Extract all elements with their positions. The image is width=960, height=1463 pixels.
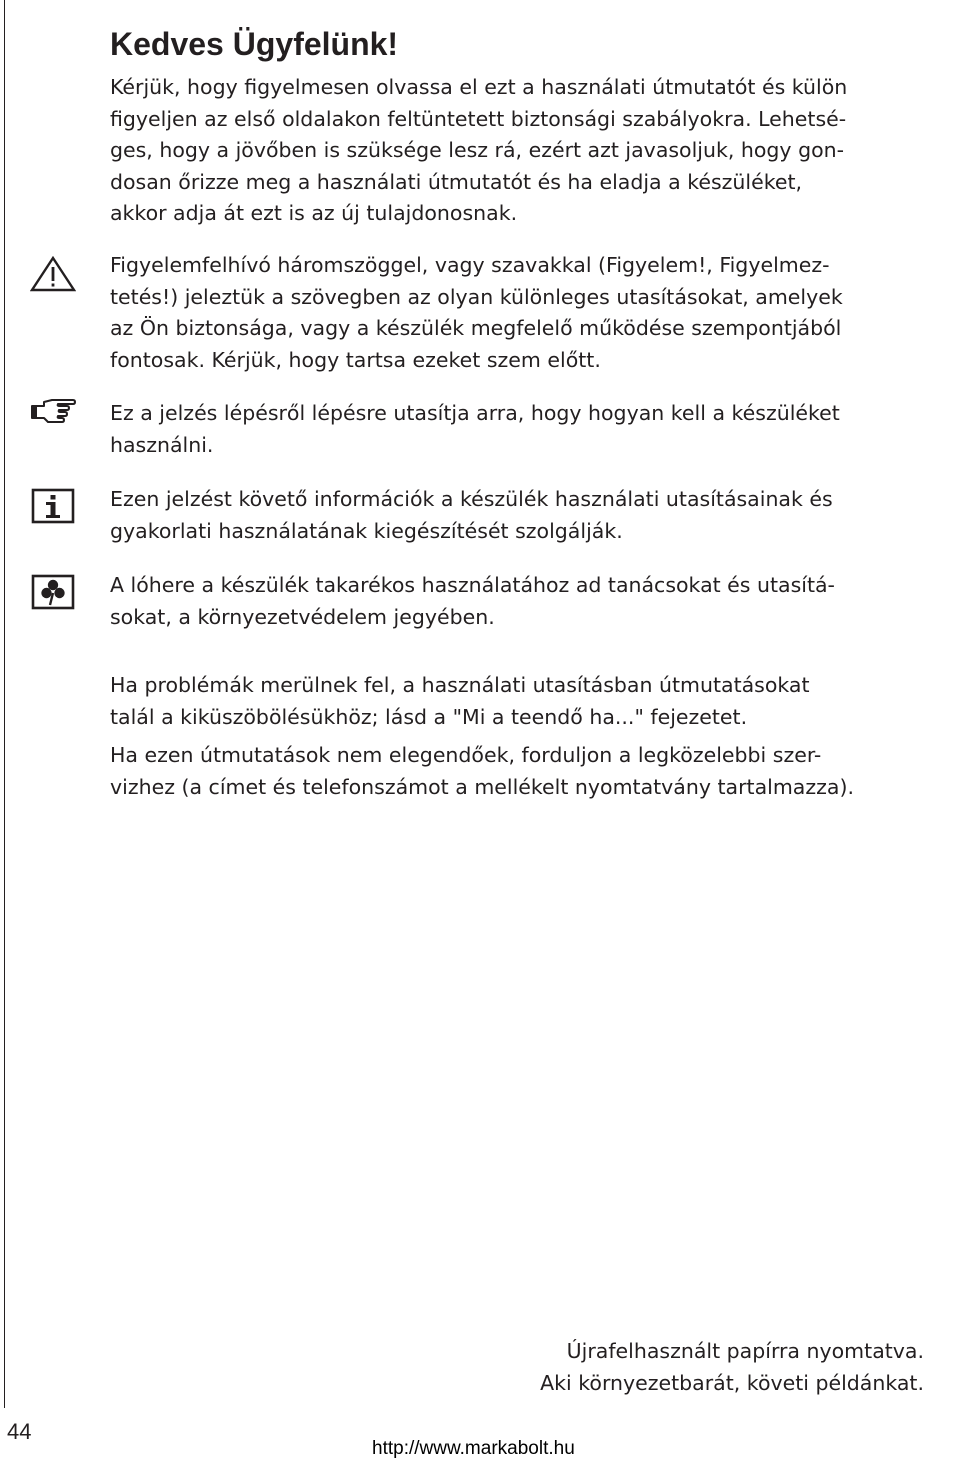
intro-paragraph: Kérjük, hogy figyelmesen olvassa el ezt a használati útmutatót és külön figyeljen az első oldalakon feltüntetett biztonsági szabályokra. Lehetsé- ges, hogy a jövőben is szüksége lesz rá, ezért azt javasoljuk, hogy gon- dosan őrizze meg a használati útmutatót és ha eladja a készüléket, akkor adja át ezt is az új tulajdonosnak. (110, 75, 848, 225)
troubleshooting-paragraph-2: Ha ezen útmutatások nem elegendőek, forduljon a legközelebbi szer- vizhez (a címet és telefonszámot a mellékelt nyomtatvány tartalmazza). (110, 743, 854, 799)
step-note-paragraph: Ez a jelzés lépésről lépésre utasítja arra, hogy hogyan kell a készüléket használni. (110, 401, 840, 457)
pointing-hand-icon (30, 394, 76, 430)
info-icon (30, 488, 76, 524)
clover-note-paragraph: A lóhere a készülék takarékos használatához ad tanácsokat és utasítá- sokat, a környezetvédelem jegyében. (110, 573, 835, 629)
info-note-paragraph: Ezen jelzést követő információk a készülék használati utasításainak és gyakorlati használatának kiegészítését szolgálják. (110, 487, 833, 543)
page-number: 44 (7, 1419, 32, 1444)
warning-triangle-icon (30, 256, 76, 292)
warning-note-paragraph: Figyelemfelhívó háromszöggel, vagy szavakkal (Figyelem!, Figyelmez- tetés!) jeleztük a szövegben az olyan különleges utasításokat, amelyek az Ön biztonsága, vagy a készülék megfelelő működése szempontjából fontosak. Kérjük, hogy tartsa ezeket szem előtt. (110, 253, 843, 372)
margin-rule (4, 0, 5, 1408)
recycled-line-1: Újrafelhasznált papírra nyomtatva. (566, 1339, 924, 1363)
clover-icon (30, 574, 76, 610)
page-title: Kedves Ügyfelünk! (110, 26, 399, 62)
troubleshooting-paragraph-1: Ha problémák merülnek fel, a használati utasításban útmutatásokat talál a kiküszöbölésükhöz; lásd a "Mi a teendő ha..." fejezetet. (110, 673, 810, 729)
recycled-line-2: Aki környezetbarát, követi példánkat. (540, 1370, 924, 1395)
website-url[interactable]: http://www.markabolt.hu (372, 1438, 575, 1459)
recycled-paper-note (540, 1336, 924, 1399)
